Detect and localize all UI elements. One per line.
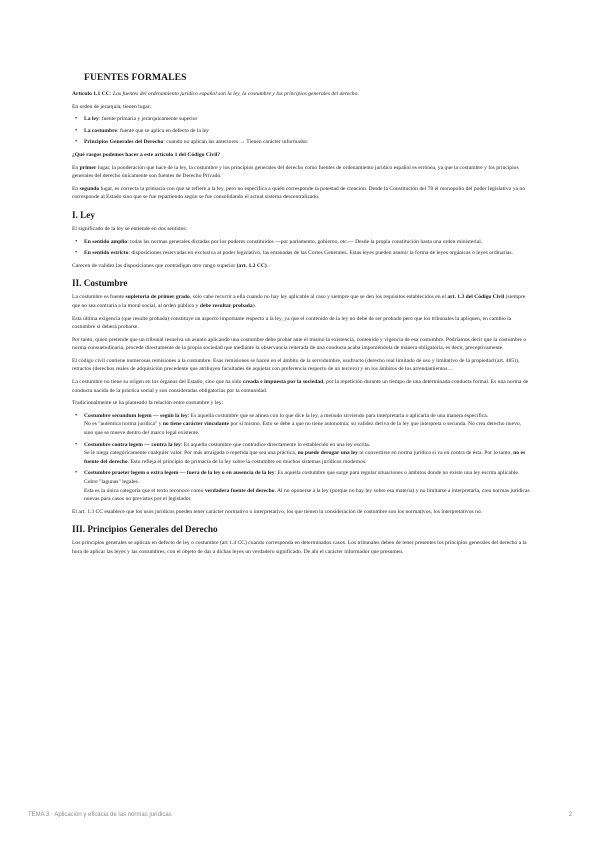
page-number: 2 (568, 812, 572, 818)
text-run: Se le niega categóricamente cualquier valor. Por más arraigada o repetida que sea una práctica, (84, 450, 298, 457)
list-item (84, 127, 530, 136)
list-item (84, 412, 530, 438)
text-run: por sí mismo. Esto se debe a que no tiene autonomía; su validez deriva de la ley que interpreta o secunda. No crea derecho nuevo, sino que se mueve dentro del marco legal existente. (84, 421, 522, 437)
hierarchy-intro: En orden de jerarquía, tienen lugar: (72, 103, 152, 110)
section-heading-costumbre: II. Costumbre (72, 278, 128, 289)
costumbre-types-list (72, 412, 530, 504)
list-item-label: La costumbre (84, 127, 117, 134)
text-run-bold: no puede derogar una ley (297, 450, 358, 457)
text-run-bold: supletoria de primer grado (125, 294, 190, 301)
list-item (84, 238, 530, 247)
section-heading-ley: I. Ley (72, 209, 95, 220)
text-run-bold: art. 1.3 del Código Civil (447, 294, 505, 301)
paragraph: Los principios generales se aplican en defecto de ley o costumbre (art 1.4 CC) cuando corresponda en determinados casos. Los tribunales deben de tener presentes los principios generales del derecho a la hora de aplicar las leyes y las costumbres, con el objeto de dar a dichas leyes un verdadero significado. De ahí el carácter informador que presumen. (72, 540, 527, 555)
list-item-label: Costumbre praeter legem o extra legem — fuera de la ley o en ausencia de la ley (84, 470, 275, 477)
list-item-text: : disposiciones reservadas en exclusiva al poder legislativo, las emanadas de las Cortes Generales. Estas leyes pueden asumir la forma de leyes orgánicas o leyes ordinarias. (128, 250, 513, 257)
text-run: , sólo cabe recurrir a ella cuando no hay ley aplicable al caso y siempre que se den los requisitos establecidos en el (189, 294, 448, 301)
paragraph (72, 378, 530, 395)
page-title: FUENTES FORMALES (84, 72, 187, 83)
ley-senses-list (72, 238, 530, 258)
list-item-subtext (84, 420, 530, 437)
text-run: ni convertirse en norma jurídica si va en contra de ésta. Por lo tanto, (357, 450, 514, 457)
text-run: En (72, 164, 80, 171)
text-run: , por la repetición durante un tiempo de una determinada conducta formal. Es una norma de conducta nacida de la práctica social y son consideradas obligatorias por la comunidad. (72, 379, 529, 394)
text-run: ). (252, 302, 256, 309)
question-text: ¿Qué rasgos podemos hacer a este artículo 1 del Código Civil? (72, 151, 221, 158)
text-run-bold: no es fuente del derecho (84, 450, 526, 465)
text-run-bold: no tiene carácter vinculante (162, 421, 230, 428)
list-item-text: : Es aquella costumbre que surge para regular situaciones o ámbitos donde no existe una ley escrita aplicable. Cubre "lagunas" legales. (84, 470, 520, 485)
list-item-label: En sentido amplio (84, 238, 128, 245)
paragraph: Esta última exigencia (que resulte probada) constituye un aspecto importante respecto a la ley, ya que el contenido de la ley no debe de ser probado pero que los tribunales la apliquen, en cambio la costumbre sí deberá probarse. (72, 315, 512, 331)
list-item-text: : fuente que se aplica en defecto de la ley (117, 127, 210, 134)
text-run: No es "auténtica norma jurídica" y (84, 421, 163, 428)
page-content (72, 72, 530, 561)
text-run: . Esto refleja el principio de primacía de la ley sobre la costumbre en muchos sistemas jurídicos modernos. (127, 458, 367, 465)
text-run-bold: segundo (79, 185, 100, 192)
paragraph (72, 164, 530, 181)
list-item-text: : cuando no aplican las anteriores → Tienen carácter informador. (163, 139, 309, 146)
text-run: Esta es la única categoría que el texto reconoce como (84, 487, 205, 494)
list-item (84, 441, 530, 467)
list-item-text: : Es aquella costumbre que se alinea con lo que dice la ley, a menudo sirviendo para interpretarla o aplicarla de una manera específica. (187, 412, 489, 419)
question (72, 151, 530, 160)
list-item-subtext (84, 487, 530, 504)
list-item (84, 249, 530, 258)
text-run-bold: debe resultar probada (199, 302, 253, 309)
list-item-label: Costumbre secundum legem — según la ley (84, 412, 188, 419)
paragraph: El código civil contiene numerosas remisiones a la costumbre. Esas remisiones se hacen en el ámbito de la servidumbre, usufructo (derecho real limitado de uso y limitativo de la propiedad (art. 485)), retractos (derechos reales de adquisición precedente que atribuyen facultades de aquietar con preferencia respecto de un tercero) y en los ámbitos de los arrendamientos… (72, 357, 520, 373)
list-item-label: En sentido estricto (84, 250, 129, 257)
text-run: La costumbre es fuente (72, 294, 126, 301)
footer-title: TEMA 3 · Aplicación y eficacia de las normas jurídicas (28, 812, 172, 818)
text-run: (siempre que no sea contraria a la moral social, al orden público y (72, 294, 526, 309)
hierarchy-list (72, 115, 530, 147)
text-run: En (72, 185, 80, 192)
text-run: La costumbre no tiene su origen en los órganos del Estado, sino que ha sido (72, 379, 243, 386)
paragraph (72, 185, 530, 202)
list-item-text: : fuente primaria y jerárquicamente superior (98, 116, 198, 123)
paragraph: El art. 1.3 CC establece que los usos jurídicos pueden tener carácter normativo o interpretativo, los que tienen la consideración de costumbre son los normativos, los interpretativos no. (72, 508, 483, 515)
paragraph: Tradicionalmente se ha planteado la relación entre costumbre y ley: (72, 400, 224, 407)
text-run-bold: (art. 1.2 CC) (236, 262, 267, 269)
list-item (84, 469, 530, 503)
list-item (84, 138, 530, 147)
list-item-subtext (84, 449, 530, 466)
paragraph (72, 293, 530, 310)
text-run: lugar, la ponderación que hace de la ley, la costumbre y los principios generales del derecho como fuentes de ordenamiento jurídico español es errónea, ya que la costumbre y los principios generales del derecho únicamente son fuentes de Derecho Privado. (72, 164, 519, 180)
text-run-bold: verdadera fuente del derecho (204, 487, 275, 494)
paragraph (72, 262, 530, 271)
text-run: . (266, 262, 269, 269)
paragraph: El significado de la ley se entiende en dos sentidos: (72, 225, 188, 232)
text-run: . Al no oponerse a la ley (porque no hay ley sobre esa materia) y no limitarse a interpretarla, crea normas jurídicas nuevas para casos no previstos por el legislador. (84, 487, 530, 503)
article-paragraph (72, 90, 530, 99)
text-run-bold: primer (79, 164, 97, 171)
page-footer (28, 812, 572, 818)
list-item-label: La ley (84, 116, 99, 123)
text-run: Carecen de validez las disposiciones que contradigan otro rango superior (72, 262, 237, 269)
article-text: : Las fuentes del ordenamiento jurídico español son la ley, la costumbre y los principios generales del derecho. (109, 91, 359, 97)
section-heading-principios: III. Principios Generales del Derecho (72, 524, 218, 535)
list-item-text: : Es aquella costumbre que contradice directamente lo establecido en una ley escrita. (180, 441, 371, 448)
list-item-label: Costumbre contra legem — contra la ley (84, 441, 181, 448)
text-run-bold: creada e impuesta por la sociedad (242, 379, 324, 386)
list-item-text: : todas las normas generales dictadas por los poderes constituidos —por parlamento, gobierno, etc.— Desde la propia constitución hasta una orden ministerial. (127, 238, 483, 245)
list-item (84, 115, 530, 124)
article-label: Artículo 1.1 CC (72, 91, 110, 97)
text-run: lugar, es correcta la primacía con que se refiere a la ley, pero no especifica a quién corresponde la potestad de creación. Desde la Constitución del 78 el monopolio del poder legislativo ya no corresponde al Estado sino que se fue repartiendo según se fue consolidando el actual sistema descentralizado. (72, 185, 525, 201)
paragraph: Por tanto, quien pretende que un tribunal resuelva un asunto aplicando una costumbre debe probar ante el mismo la existencia, contenido y vigencia de esa costumbre. Podríamos decir que la costumbre o norma consuetudinaria, procede directamente de la propia sociedad que mediante la observancia reiterada de una conducta acaba imponiéndola de manera obligatoria, es decir, preceptivamente. (72, 336, 527, 352)
list-item-label: Principios Generales del Derecho (84, 139, 164, 146)
